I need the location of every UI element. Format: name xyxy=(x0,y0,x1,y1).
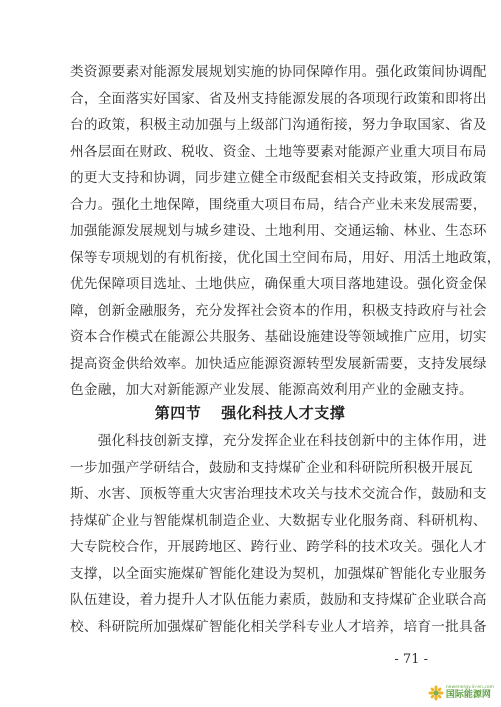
text-line: 类资源要素对能源发展规划实施的协同保障作用。强化政策间协调配 xyxy=(70,64,487,80)
text-line: 提高资金供给效率。加快适应能源资源转型发展新需要，支持发展绿 xyxy=(70,355,487,372)
paragraph-1 xyxy=(70,59,501,404)
sunflower-logo-icon xyxy=(428,685,444,701)
watermark-url: newenergy.in-en.com xyxy=(445,685,494,691)
text-line: 资本合作模式在能源公共服务、基础设施建设等领域推广应用，切实 xyxy=(70,329,487,345)
paragraph-2 xyxy=(70,428,487,640)
watermark xyxy=(428,684,494,702)
text-line: 持煤矿企业与智能煤机制造企业、大数据专业化服务商、科研机构、 xyxy=(70,512,487,529)
text-line: 大专院校合作，开展跨地区、跨行业、跨学科的技术攻关。强化人才 xyxy=(70,539,487,555)
text-line: 优先保障项目选址、土地供应，确保重大项目落地建设。强化资金保 xyxy=(70,276,487,292)
text-line: 队伍建设，着力提升人才队伍能力素质，鼓励和支持煤矿企业联合高 xyxy=(70,592,487,608)
section-title: 强化科技人才支撑 xyxy=(221,404,346,422)
text-line: 保等专项规划的有机衔接，优化国土空间布局，用好、用活土地政策， xyxy=(70,249,501,266)
text-line: 障，创新金融服务，充分发挥社会资本的作用，积极支持政府与社会 xyxy=(70,302,487,319)
page-number: - 71 - xyxy=(394,652,428,667)
text-line: 的更大支持和协调，同步建立健全市级配套相关支持政策，形成政策 xyxy=(70,170,487,186)
text-line: 合，全面落实好国家、省及州支持能源发展的各项现行政策和即将出 xyxy=(70,90,487,107)
section-heading xyxy=(0,402,500,423)
text-line: 强化科技创新支撑，充分发挥企业在科技创新中的主体作用，进 xyxy=(70,433,487,449)
text-line: 校、科研院所加强煤矿智能化相关学科专业人才培养，培育一批具备 xyxy=(70,618,487,635)
text-line: 支撑，以全面实施煤矿智能化建设为契机，加强煤矿智能化专业服务 xyxy=(70,565,487,582)
section-number: 第四节 xyxy=(154,404,202,422)
text-line: 一步加强产学研结合，鼓励和支持煤矿企业和科研院所积极开展瓦 xyxy=(70,459,473,476)
text-line: 合力。强化土地保障，围绕重大项目布局，结合产业未来发展需要， xyxy=(70,196,487,213)
text-line: 台的政策，积极主动加强与上级部门沟通衔接，努力争取国家、省及 xyxy=(70,117,487,133)
watermark-name: 国际能源网 xyxy=(445,689,491,700)
text-line: 州各层面在财政、税收、资金、土地等要素对能源产业重大项目布局 xyxy=(70,143,487,160)
text-line: 斯、水害、顶板等重大灾害治理技术攻关与技术交流合作，鼓励和支 xyxy=(70,486,487,502)
text-line: 加强能源发展规划与城乡建设、土地利用、交通运输、林业、生态环 xyxy=(70,223,487,239)
text-line: 色金融，加大对新能源产业发展、能源高效利用产业的金融支持。 xyxy=(70,382,473,398)
